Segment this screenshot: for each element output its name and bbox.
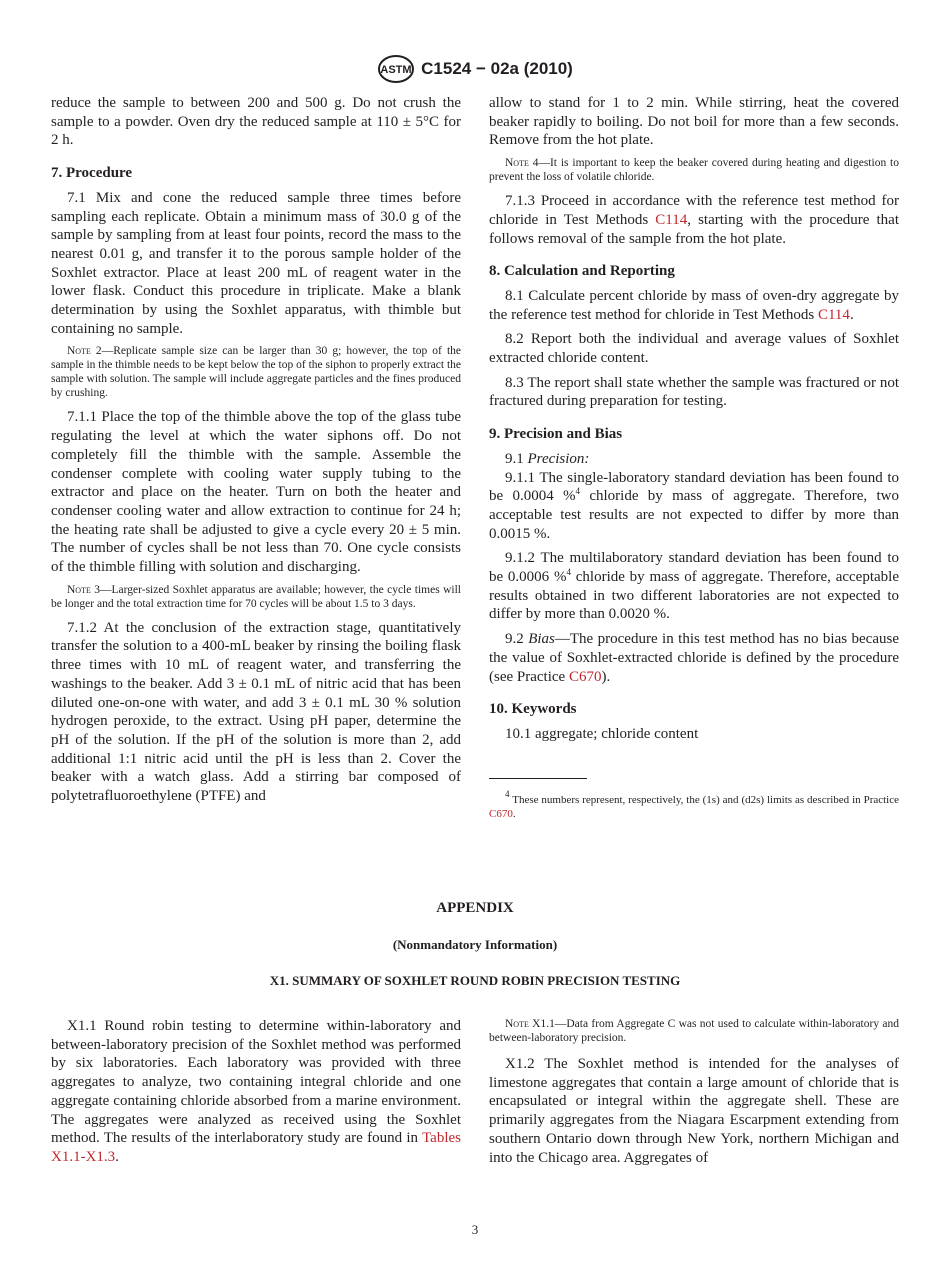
document-designation: C1524 − 02a (2010) (421, 59, 573, 78)
paragraph-9-1-2: 9.1.2 The multilaboratory standard deviation has been found to be 0.0006 %$^4$ chloride by mass of aggregate. Therefore, acceptable results obtained in two different laboratories are not expected to differ by more than 0.0020 %. (489, 550, 899, 623)
paragraph-7-1-3: 7.1.3 Proceed in accordance with the reference test method for chloride in Test Methods C114, starting with the procedure that follows removal of the sample from the hot plate. (489, 193, 899, 247)
right-column (489, 94, 899, 821)
note-4-label: Note 4 (505, 157, 539, 170)
note-4 (489, 156, 899, 184)
link-c670[interactable]: C670 (489, 807, 513, 820)
appendix-title: APPENDIX (436, 900, 514, 916)
paragraph-x1-2: X1.2 The Soxhlet method is intended for the analyses of limestone aggregates that contain a large amount of chloride that is encapsulated or integral within the aggregate shell. These are primarily aggregates from the Niagara Escarpment extending from southern Ontario down through New York, northern Michigan and into the Chicago area. Aggregates of (489, 1056, 899, 1166)
left-column (51, 94, 461, 812)
footnote-ref-4: 4 (575, 486, 581, 497)
footnote-4: $^4$ These numbers represent, respectively, the (1s) and (d2s) limits as described in Practice C670. (489, 788, 899, 820)
paragraph-9-1: 9.1 Precision: (505, 450, 590, 467)
page-number: 3 (471, 1222, 479, 1237)
note-x1-1-text: —Data from Aggregate C was not used to calculate within-laboratory and between-laboratory precision. (489, 1018, 899, 1044)
appendix-right-column (489, 1017, 899, 1173)
link-c114[interactable]: C114 (655, 211, 688, 228)
astm-logo-icon (377, 54, 415, 84)
paragraph-10-1: 10.1 aggregate; chloride content (505, 725, 699, 742)
footnote-ref-4: 4 (566, 567, 571, 578)
paragraph-7-1-2: 7.1.2 At the conclusion of the extraction stage, quantitatively transfer the solution to a 400-mL beaker by rinsing the boiling flask three times with 10 mL of reagent water, and transferring the washings to the beaker. Add 3 ± 0.1 mL of nitric acid that has been diluted one-on-one with water, and add 3 ± 0.1 mL 30 % solution hydrogen peroxide, to the extract. Using pH paper, determine the pH of the solution. If the pH of the solution is more than 2, add additional 1:1 nitric acid until the pH is less than 2. Cover the beaker with a watch glass. Add a stirring bar composed of polytetrafluoroethylene (PTFE) and (51, 619, 461, 805)
paragraph-8-3: 8.3 The report shall state whether the sample was fractured or not fractured during preparation for testing. (489, 374, 899, 410)
appendix-subtitle: (Nonmandatory Information) (392, 937, 558, 952)
link-c670[interactable]: C670 (568, 668, 602, 685)
paragraph-continued: allow to stand for 1 to 2 min. While stirring, heat the covered beaker rapidly to boiling. Do not boil for more than a few seconds. Remove from the hot plate. (489, 95, 899, 149)
note-2-label: Note 2 (67, 345, 102, 358)
section-heading-10: 10. Keywords (489, 701, 577, 718)
note-3-label: Note 3 (67, 583, 101, 596)
footnote-divider (489, 778, 587, 779)
note-4-text: —It is important to keep the beaker covered during heating and digestion to prevent the loss of volatile chloride. (489, 157, 900, 184)
paragraph-9-1-1: 9.1.1 The single-laboratory standard deviation has been found to be 0.0004 %$^4$ chloride by mass of aggregate. Therefore, two acceptable test results are not expected to differ by more than 0.0015 %. (489, 469, 899, 542)
paragraph-8-1: 8.1 Calculate percent chloride by mass of oven-dry aggregate by the reference test method for chloride in Test Methods C114. (489, 287, 899, 323)
link-c114[interactable]: C114 (817, 306, 850, 323)
section-heading-8: 8. Calculation and Reporting (489, 263, 675, 280)
note-2 (51, 344, 461, 400)
astm-logo-text: ASTM (380, 64, 412, 76)
link-tables-x1[interactable]: Tables X1.1-X1.3 (51, 1130, 461, 1165)
note-2-text: —Replicate sample size can be larger than 30 g; however, the top of the sample in the thimble needs to be kept below the top of the siphon to properly extract the sample with solution. The sample will include aggregate particles and the fines produced by crushing. (51, 345, 462, 400)
note-3-text: —Larger-sized Soxhlet apparatus are available; however, the cycle times will be longer and the total extraction time for 70 cycles will be about 1.5 to 3 days. (51, 583, 461, 610)
paragraph-9-2: 9.2 Bias—The procedure in this test method has no bias because the value of Soxhlet-extracted chloride is defined by the procedure (see Practice C670). (489, 631, 899, 685)
note-x1-1-label: Note X1.1 (505, 1018, 555, 1030)
paragraph-intro: reduce the sample to between 200 and 500 g. Do not crush the sample to a powder. Oven dry the reduced sample at 110 ± 5°C for 2 h. (51, 95, 461, 149)
note-3 (51, 583, 461, 611)
note-x1-1 (489, 1017, 899, 1045)
page-header (0, 54, 950, 84)
section-heading-7: 7. Procedure (51, 165, 133, 182)
paragraph-8-2: 8.2 Report both the individual and average values of Soxhlet extracted chloride content. (489, 331, 899, 367)
section-heading-9: 9. Precision and Bias (489, 426, 623, 443)
paragraph-x1-1: X1.1 Round robin testing to determine within-laboratory and between-laboratory precision of the Soxhlet method was performed by six laboratories. Each laboratory was provided with three aggregates to analyze, two containing integral chloride and one aggregate containing chloride absorbed from a marine environment. The aggregates were analyzed as received using the Soxhlet method. The results of the interlaboratory study are found in Tables X1.1-X1.3. (51, 1018, 461, 1165)
appendix-left-column (51, 1017, 461, 1173)
appendix-x1-heading: X1. SUMMARY OF SOXHLET ROUND ROBIN PRECISION TESTING (269, 973, 681, 988)
paragraph-7-1: 7.1 Mix and cone the reduced sample three times before sampling each replicate. Obtain a minimum mass of 30.0 g of the sample by sampling from at least four points, record the mass to the nearest 0.01 g, and transfer it to the porous sample holder of the Soxhlet extractor. Place at least 200 mL of reagent water in the lower flask. Conduct this procedure in triplicate. Make a blank determination by using the Soxhlet apparatus, with thimble but containing no sample. (51, 189, 461, 337)
paragraph-7-1-1: 7.1.1 Place the top of the thimble above the top of the glass tube regulating the level at which the water siphons off. Do not completely fill the thimble with the sample. Assemble the condenser complete with cooling water supply tubing to the extractor and place on the heater. Turn on both the heater and condenser cooling water and allow extraction to continue for 24 h; the heating rate shall be adjusted to give a cycle every 20 ± 5 min. The number of cycles shall be not less than 70. One cycle consists of the thimble filling with solution and discharging. (51, 409, 461, 576)
